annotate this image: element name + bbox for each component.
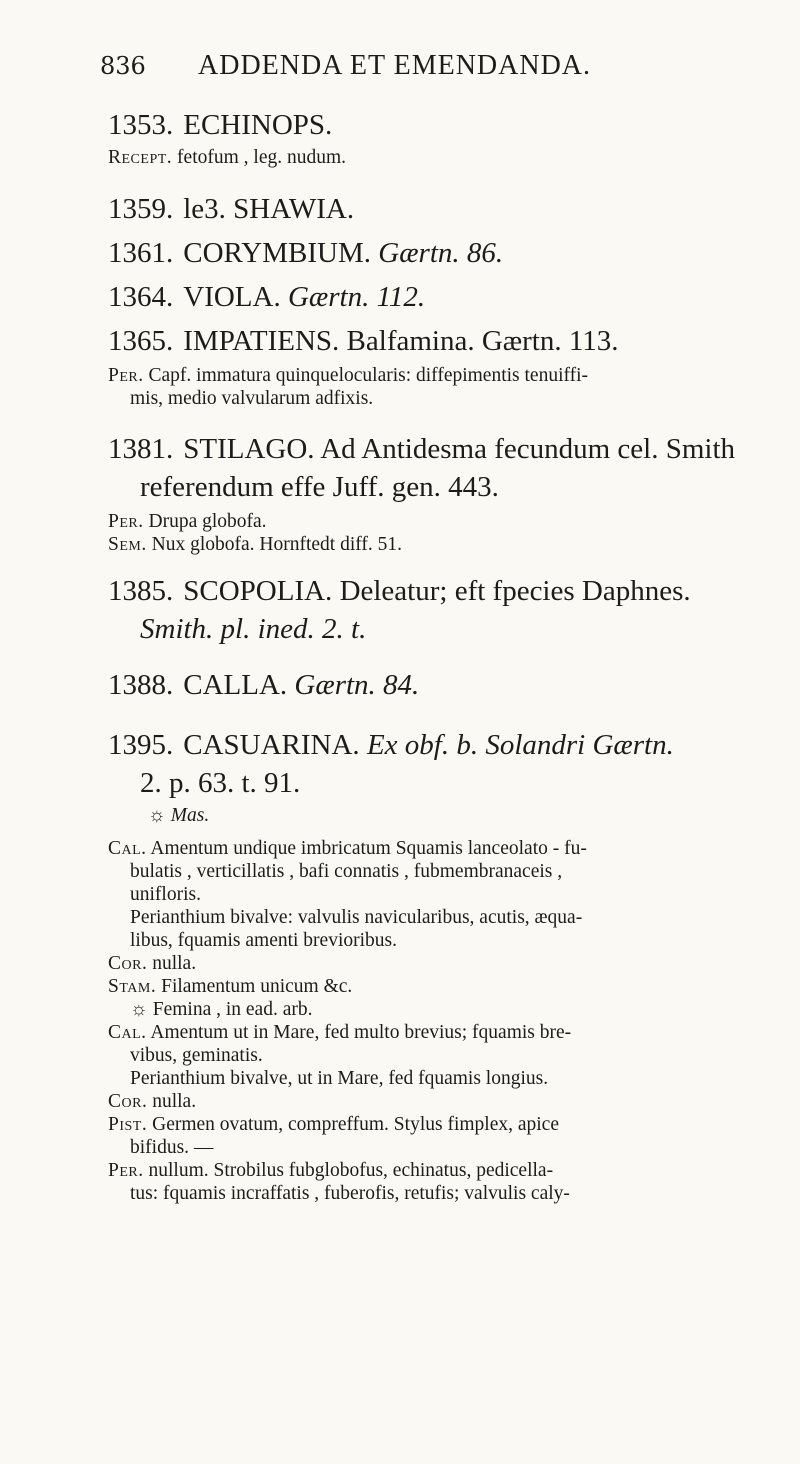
entry-genus: VIOLA.: [183, 281, 281, 313]
entry-number: 1364.: [108, 281, 174, 313]
note-text: unifloris.: [130, 884, 201, 905]
note-label: Per.: [108, 1160, 144, 1181]
note-text: nulla.: [152, 953, 197, 974]
entry-reference: Gærtn. 86.: [378, 237, 504, 269]
note-text: Drupa globofa.: [148, 511, 267, 532]
entry-1385: [108, 572, 788, 648]
note-text: libus, fquamis amenti brevioribus.: [130, 930, 398, 951]
entry-reference: Deleatur; eft fpecies Daphnes.: [339, 575, 691, 607]
entry-reference: Balfamina. Gærtn. 113.: [346, 325, 619, 357]
entry-genus: SCOPOLIA.: [183, 575, 333, 607]
note-text: Capf. immatura quinquelocularis: diffepimentis tenuiffi-: [148, 365, 589, 386]
entry-genus: IMPATIENS.: [183, 325, 340, 357]
page-header: [100, 50, 790, 90]
note-label: Pist.: [108, 1114, 148, 1135]
note-text: Perianthium bivalve: valvulis navicularibus, acutis, æqua-: [130, 907, 583, 928]
entry-number: 1385.: [108, 575, 174, 607]
entry-continuation: Smith. pl. ined. 2. t.: [140, 613, 367, 645]
note-text: bulatis , verticillatis , bafi connatis , fubmembranaceis ,: [130, 861, 563, 882]
entry-1395: [108, 726, 788, 1205]
entry-number: 1395.: [108, 729, 174, 761]
entry-number: 1359.: [108, 193, 174, 225]
note-text: nulla.: [152, 1091, 197, 1112]
entry-1381: [108, 430, 788, 556]
entry-genus: CALLA.: [183, 669, 288, 701]
note-text: Perianthium bivalve, ut in Mare, fed fquamis longius.: [130, 1068, 549, 1089]
note-label: Stam.: [108, 976, 157, 997]
note-label: Per.: [108, 511, 144, 532]
note-text: nullum. Strobilus fubglobofus, echinatus, pedicella-: [148, 1160, 554, 1181]
page-number: 836: [100, 52, 146, 80]
entry-genus: CORYMBIUM.: [183, 237, 371, 269]
entry-number: 1361.: [108, 237, 174, 269]
note-label: Cal.: [108, 1022, 147, 1043]
note-label: Cor.: [108, 1091, 148, 1112]
entry-1353: [108, 106, 788, 169]
entry-number: 1381.: [108, 433, 174, 465]
note-label: Recept.: [108, 147, 173, 168]
entry-number: 1353.: [108, 109, 174, 141]
note-text: tus: fquamis incraffatis , fuberofis, retufis; valvulis caly-: [130, 1183, 570, 1204]
note-text: bifidus. —: [130, 1137, 214, 1158]
note-text: Germen ovatum, compreffum. Stylus fimplex, apice: [152, 1114, 559, 1135]
entry-1388: [108, 666, 788, 704]
entry-1365: [108, 322, 788, 410]
note-label: Per.: [108, 365, 144, 386]
entry-genus: ECHINOPS.: [183, 109, 333, 141]
note-label: Cal.: [108, 838, 147, 859]
note-text: fetofum , leg. nudum.: [177, 147, 347, 168]
note-text: Nux globofa. Hornftedt diff. 51.: [151, 534, 402, 555]
entry-continuation: referendum effe Juff. gen. 443.: [140, 471, 499, 503]
entry-reference: Gærtn. 112.: [287, 281, 426, 313]
entry-1359: [108, 190, 788, 228]
sex-heading: ☼ Mas.: [148, 805, 210, 826]
entry-1364: [108, 278, 788, 316]
entry-reference: Ex obf. b. Solandri Gærtn.: [366, 729, 674, 761]
note-text: vibus, geminatis.: [130, 1045, 263, 1066]
note-text: Amentum undique imbricatum Squamis lanceolato - fu-: [150, 838, 587, 859]
entry-genus: CASUARINA.: [183, 729, 360, 761]
note-label: Sem.: [108, 534, 147, 555]
entry-number: 1365.: [108, 325, 174, 357]
entry-reference: Gærtn. 84.: [294, 669, 420, 701]
entry-continuation: 2. p. 63. t. 91.: [140, 767, 301, 799]
note-text: mis, medio valvularum adfixis.: [130, 388, 374, 409]
entry-genus: le3. SHAWIA.: [183, 193, 355, 225]
note-text: Amentum ut in Mare, fed multo brevius; fquamis bre-: [150, 1022, 572, 1043]
note-label: Cor.: [108, 953, 148, 974]
running-head: ADDENDA ET EMENDANDA.: [198, 50, 592, 81]
entry-reference: Ad Antidesma fecundum cel. Smith: [320, 433, 735, 465]
note-text: Filamentum unicum &c.: [161, 976, 353, 997]
entry-1361: [108, 234, 788, 272]
note-text: ☼ Femina , in ead. arb.: [130, 999, 313, 1020]
entry-genus: STILAGO.: [183, 433, 315, 465]
entry-number: 1388.: [108, 669, 174, 701]
